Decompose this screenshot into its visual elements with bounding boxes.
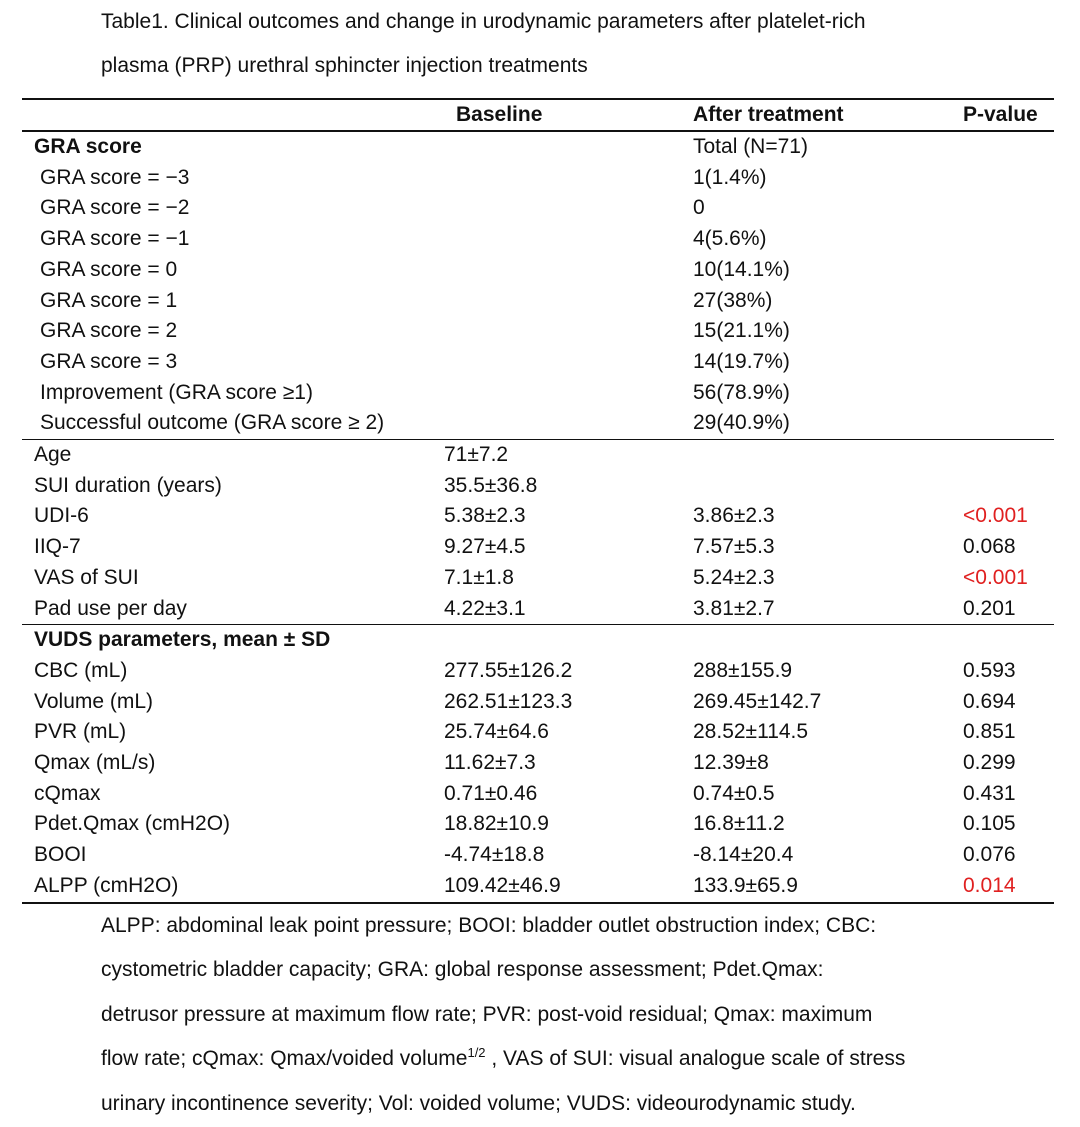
row-after: 15(21.1%): [693, 319, 790, 343]
row-label: SUI duration (years): [34, 473, 222, 497]
table-row: [22, 809, 1054, 840]
row-after: 28.52±114.5: [693, 720, 809, 744]
table-row: [22, 656, 1054, 687]
row-pvalue: [963, 471, 1054, 502]
footnote-line-4: [101, 1037, 1001, 1081]
table-row: [22, 316, 1054, 347]
row-baseline: 109.42±46.9: [444, 871, 693, 903]
table-row: [22, 255, 1054, 286]
row-label: GRA score = −3: [40, 165, 190, 189]
row-pvalue: [963, 440, 1054, 471]
header-after: After treatment: [693, 103, 844, 126]
table-row: [22, 286, 1054, 317]
row-label: GRA score = −1: [40, 227, 190, 251]
row-after: [693, 471, 963, 502]
table-row: [22, 440, 1054, 471]
row-label: UDI-6: [34, 504, 89, 528]
row-after: 1(1.4%): [693, 165, 767, 189]
row-pvalue: 0.593: [963, 658, 1016, 682]
row-label: IIQ-7: [34, 535, 81, 559]
row-label: Pdet.Qmax (cmH2O): [34, 812, 231, 836]
row-after: 0: [693, 196, 705, 220]
table-row: [22, 193, 1054, 224]
row-label: Improvement (GRA score ≥1): [40, 380, 313, 404]
row-baseline: 0.71±0.46: [444, 781, 538, 805]
row-after: 10(14.1%): [693, 257, 790, 281]
row-pvalue: 0.299: [963, 751, 1016, 775]
gra-section-title: GRA score: [34, 135, 142, 158]
table-row: [22, 717, 1054, 748]
row-label: GRA score = 1: [40, 288, 178, 312]
row-pvalue: 0.076: [963, 843, 1016, 867]
row-baseline: 262.51±123.3: [444, 689, 573, 713]
table-footnote: [101, 904, 1001, 1126]
table-row: [22, 532, 1054, 563]
row-label: Volume (mL): [34, 689, 154, 713]
gra-section-row: [22, 131, 1054, 163]
table-row: [22, 779, 1054, 810]
caption-line-1: Table1. Clinical outcomes and change in urodynamic parameters after platelet-rich: [101, 10, 866, 33]
table-row: [22, 378, 1054, 409]
header-label: [22, 99, 444, 131]
row-label: ALPP (cmH2O): [22, 871, 444, 903]
row-pvalue: 0.694: [963, 689, 1016, 713]
footnote-line-4-end: , VAS of SUI: visual analogue scale of stress: [485, 1047, 906, 1071]
row-after: 14(19.7%): [693, 349, 790, 373]
row-after: 16.8±11.2: [693, 812, 785, 836]
row-label: GRA score = −2: [40, 196, 190, 220]
row-after: 269.45±142.7: [693, 689, 822, 713]
row-baseline: 7.1±1.8: [444, 565, 514, 589]
row-baseline: 277.55±126.2: [444, 658, 573, 682]
row-baseline: 9.27±4.5: [444, 535, 526, 559]
table-row: [22, 840, 1054, 871]
row-after: 3.81±2.7: [693, 596, 775, 620]
row-baseline: -4.74±18.8: [444, 843, 545, 867]
results-table: [22, 98, 1054, 904]
row-after: 56(78.9%): [693, 380, 790, 404]
row-label: Successful outcome (GRA score ≥ 2): [40, 411, 385, 435]
vuds-section-title: VUDS parameters, mean ± SD: [22, 625, 444, 656]
footnote-line-1: ALPP: abdominal leak point pressure; BOOI: bladder outlet obstruction index; CBC:: [101, 914, 877, 937]
footnote-line-2: cystometric bladder capacity; GRA: global response assessment; Pdet.Qmax:: [101, 958, 824, 982]
table-caption: [101, 0, 1001, 88]
gra-total: Total (N=71): [693, 135, 808, 158]
row-label: VAS of SUI: [34, 565, 139, 589]
row-baseline: 71±7.2: [444, 440, 693, 471]
vuds-section-row: [22, 625, 1054, 656]
table-row: [22, 471, 1054, 502]
row-baseline: 18.82±10.9: [444, 812, 549, 836]
row-after: [693, 440, 963, 471]
header-baseline: Baseline: [456, 103, 543, 126]
footnote-line-5: urinary incontinence severity; Vol: voided volume; VUDS: videourodynamic study.: [101, 1091, 856, 1115]
row-baseline: 5.38±2.3: [444, 504, 526, 528]
row-after: 7.57±5.3: [693, 535, 775, 559]
header-pvalue: P-value: [963, 103, 1038, 126]
table-row: [22, 871, 1054, 903]
row-pvalue-significant: <0.001: [963, 504, 1028, 528]
caption-line-2: plasma (PRP) urethral sphincter injection treatments: [101, 54, 588, 77]
footnote-line-3: detrusor pressure at maximum flow rate; PVR: post-void residual; Qmax: maximum: [101, 1002, 873, 1026]
row-label: CBC (mL): [34, 658, 128, 682]
header-row: [22, 99, 1054, 131]
table-row: [22, 687, 1054, 718]
row-after: 5.24±2.3: [693, 565, 775, 589]
row-label: GRA score = 3: [40, 349, 178, 373]
table-row: [22, 748, 1054, 779]
row-pvalue: 0.201: [963, 596, 1016, 620]
row-pvalue: 0.105: [963, 812, 1016, 836]
row-after: 29(40.9%): [693, 411, 790, 435]
row-baseline: 4.22±3.1: [444, 596, 526, 620]
row-pvalue-significant: 0.014: [963, 871, 1054, 903]
table-row: [22, 501, 1054, 532]
row-label: Qmax (mL/s): [34, 751, 156, 775]
row-label: BOOI: [34, 843, 87, 867]
footnote-superscript: 1/2: [467, 1045, 486, 1061]
row-label: PVR (mL): [34, 720, 127, 744]
table-row: [22, 163, 1054, 194]
row-baseline: 35.5±36.8: [444, 473, 538, 497]
row-label: GRA score = 0: [40, 257, 178, 281]
row-after: -8.14±20.4: [693, 843, 794, 867]
row-after: 0.74±0.5: [693, 781, 775, 805]
row-after: 12.39±8: [693, 751, 769, 775]
row-baseline: 11.62±7.3: [444, 751, 536, 775]
table-row: [22, 408, 1054, 439]
row-label: Pad use per day: [34, 596, 187, 620]
row-after: 133.9±65.9: [693, 871, 963, 903]
row-baseline: 25.74±64.6: [444, 720, 549, 744]
row-label: cQmax: [34, 781, 101, 805]
row-after: 3.86±2.3: [693, 504, 775, 528]
row-after: 27(38%): [693, 288, 773, 312]
row-pvalue: 0.431: [963, 781, 1016, 805]
row-label: GRA score = 2: [40, 319, 178, 343]
table-row: [22, 224, 1054, 255]
footnote-line-4-start: flow rate; cQmax: Qmax/voided volume: [101, 1047, 468, 1071]
row-pvalue: 0.851: [963, 720, 1016, 744]
row-after: 288±155.9: [693, 658, 793, 682]
row-label: Age: [22, 440, 444, 471]
row-pvalue-significant: <0.001: [963, 565, 1028, 589]
table-row: [22, 563, 1054, 594]
row-pvalue: 0.068: [963, 535, 1016, 559]
table-row: [22, 594, 1054, 625]
table-row: [22, 347, 1054, 378]
row-after: 4(5.6%): [693, 227, 767, 251]
